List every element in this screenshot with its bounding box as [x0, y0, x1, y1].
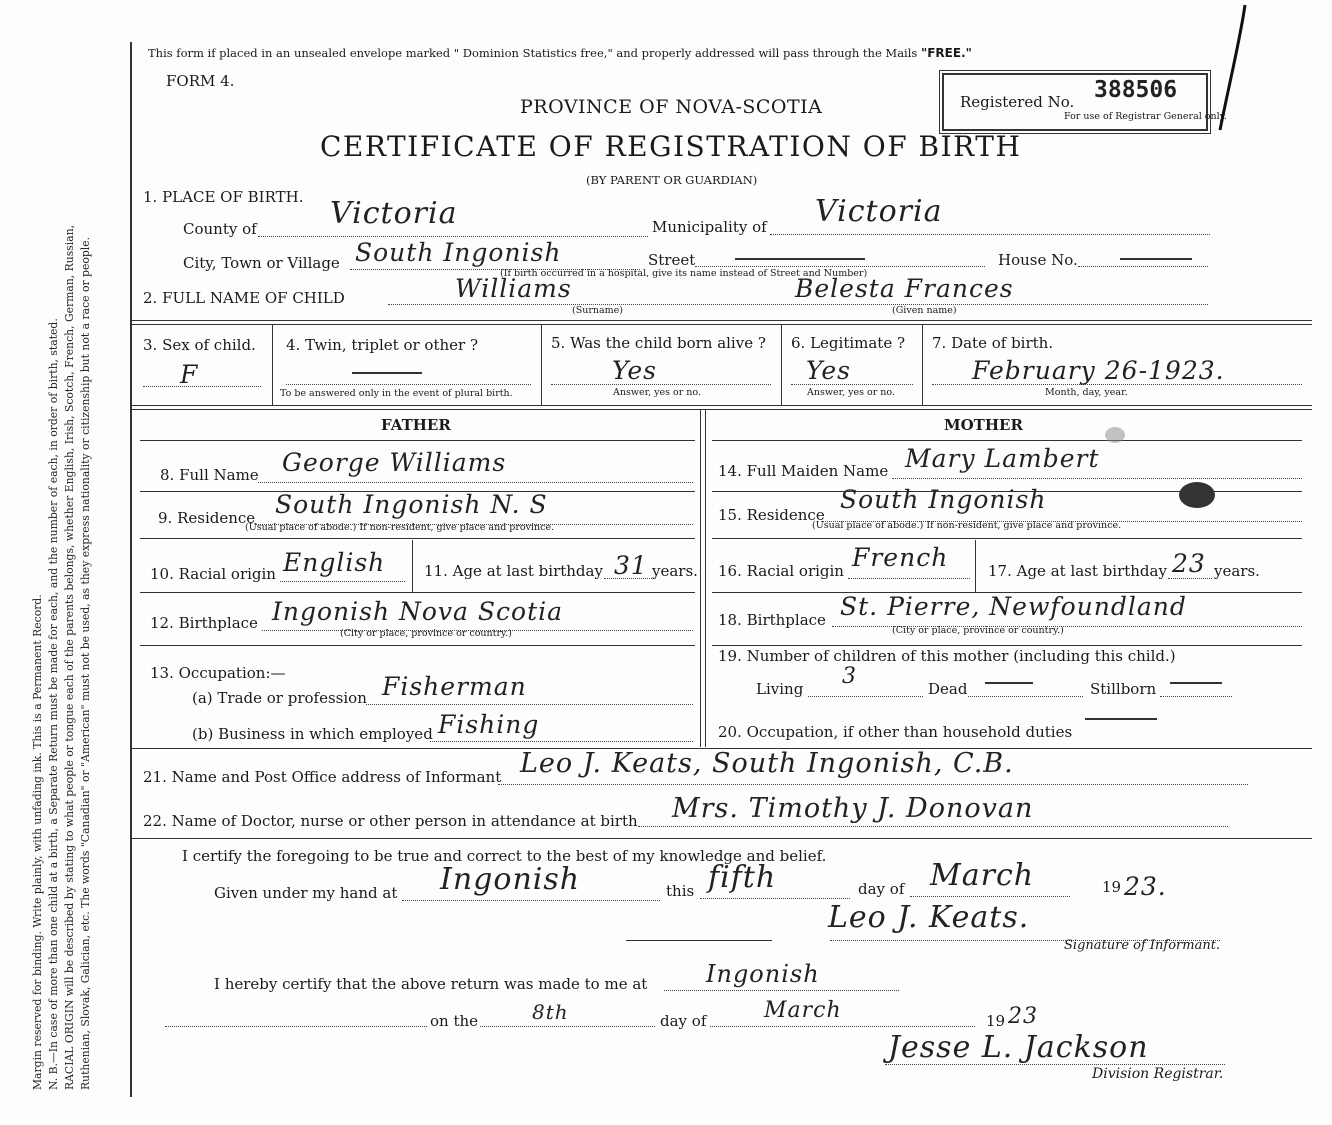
mother-age: 23 — [1172, 549, 1206, 578]
father-age-years: years. — [652, 562, 698, 580]
ink-blot — [1100, 420, 1130, 450]
mother-birthplace-label: 18. Birthplace — [718, 611, 826, 629]
form-number: FORM 4. — [166, 72, 235, 90]
mother-residence-label: 15. Residence — [718, 506, 825, 524]
legitimate-label: 6. Legitimate ? — [791, 334, 906, 352]
father-race: English — [283, 548, 386, 577]
subtitle: (BY PARENT OR GUARDIAN) — [586, 173, 758, 187]
registrar-place: Ingonish — [706, 960, 820, 988]
mother-birthplace: St. Pierre, Newfoundland — [840, 592, 1187, 621]
doctor-value: Mrs. Timothy J. Donovan — [672, 793, 1034, 824]
father-race-label: 10. Racial origin — [150, 565, 276, 583]
stillborn-label: Stillborn — [1090, 680, 1157, 698]
signature-caption: Signature of Informant. — [1064, 938, 1221, 953]
municipality-value: Victoria — [815, 194, 943, 229]
father-birthplace-caption: (City or place, province or country.) — [340, 628, 512, 639]
registered-note: For use of Registrar General only. — [1064, 111, 1227, 122]
registrar-year: 23 — [1008, 1004, 1038, 1029]
form-left-border — [130, 42, 132, 1097]
doctor-label: 22. Name of Doctor, nurse or other person in attendance at birth — [143, 812, 638, 830]
business-label: (b) Business in which employed — [192, 725, 433, 743]
pen-stroke — [1200, 0, 1260, 140]
alive-value: Yes — [612, 356, 657, 385]
city-value: South Ingonish — [355, 238, 562, 267]
municipality-label: Municipality of — [652, 218, 767, 236]
on-the-label: on the — [430, 1012, 479, 1030]
mother-name: Mary Lambert — [905, 444, 1100, 473]
twin-label: 4. Twin, triplet or other ? — [286, 336, 478, 354]
registrar-signature: Jesse L. Jackson — [888, 1030, 1149, 1065]
province-title: PROVINCE OF NOVA-SCOTIA — [520, 96, 823, 118]
mother-occupation-label: 20. Occupation, if other than household duties — [718, 723, 1073, 741]
certify-place: Ingonish — [440, 862, 581, 897]
business-value: Fishing — [438, 710, 540, 739]
sex-value: F — [180, 360, 199, 389]
legitimate-value: Yes — [806, 356, 851, 385]
child-given-name: Belesta Frances — [795, 274, 1014, 303]
dob-caption: Month, day, year. — [1045, 387, 1128, 398]
father-name: George Williams — [282, 448, 507, 477]
alive-caption: Answer, yes or no. — [613, 387, 702, 398]
registrar-month: March — [764, 998, 842, 1023]
child-surname: Williams — [455, 274, 572, 303]
hospital-note: (If birth occurred in a hospital, give its name instead of Street and Number) — [500, 268, 868, 279]
given-under-label: Given under my hand at — [214, 884, 398, 902]
mother-residence: South Ingonish — [840, 485, 1047, 514]
page-title: CERTIFICATE OF REGISTRATION OF BIRTH — [320, 130, 1022, 163]
father-age: 31 — [614, 551, 648, 580]
certify-day: fifth — [708, 860, 777, 895]
registered-number: 388506 — [1094, 77, 1178, 103]
sex-label: 3. Sex of child. — [143, 336, 256, 354]
dead-label: Dead — [928, 680, 968, 698]
dob-label: 7. Date of birth. — [932, 334, 1054, 352]
side-notes — [30, 30, 94, 1090]
living-label: Living — [756, 680, 804, 698]
legitimate-caption: Answer, yes or no. — [807, 387, 896, 398]
certify-year-prefix: 19 — [1102, 878, 1122, 896]
father-residence-label: 9. Residence — [158, 509, 256, 527]
father-birthplace: Ingonish Nova Scotia — [272, 597, 564, 626]
side-note-line: N. B.—In case of more than one child at a birth, a Separate Return must be made for each, and the number of each, in order of birth, stated. — [47, 318, 60, 1090]
children-count-label: 19. Number of children of this mother (including this child.) — [718, 647, 1176, 665]
registered-label: Registered No. — [960, 93, 1075, 111]
informant-signature: Leo J. Keats. — [828, 900, 1030, 935]
ink-blot — [1175, 475, 1220, 515]
mother-race-label: 16. Racial origin — [718, 562, 844, 580]
father-heading: FATHER — [381, 416, 451, 434]
living-value: 3 — [842, 664, 857, 689]
alive-label: 5. Was the child born alive ? — [551, 334, 766, 352]
surname-caption: (Surname) — [572, 305, 623, 316]
registrar-day-of-label: day of — [660, 1012, 707, 1030]
father-age-label: 11. Age at last birthday — [424, 562, 603, 580]
mother-age-label: 17. Age at last birthday — [988, 562, 1167, 580]
dob-value: February 26-1923. — [972, 356, 1225, 385]
day-of-label: day of — [858, 880, 905, 898]
city-label: City, Town or Village — [183, 254, 340, 272]
mother-residence-caption: (Usual place of abode.) If non-resident, give place and province. — [812, 520, 1122, 531]
registrar-day: 8th — [532, 1000, 569, 1024]
place-of-birth-heading: 1. PLACE OF BIRTH. — [143, 188, 304, 206]
county-label: County of — [183, 220, 257, 238]
mother-age-years: years. — [1214, 562, 1260, 580]
this-label: this — [666, 882, 695, 900]
mother-race: French — [852, 543, 949, 572]
house-label: House No. — [998, 251, 1078, 269]
certify-year: 23. — [1124, 872, 1167, 901]
registrar-statement: I hereby certify that the above return was made to me at — [214, 975, 648, 993]
given-caption: (Given name) — [892, 305, 957, 316]
informant-value: Leo J. Keats, South Ingonish, C.B. — [520, 748, 1014, 779]
child-name-label: 2. FULL NAME OF CHILD — [143, 289, 345, 307]
registered-box — [942, 73, 1227, 131]
certify-statement: I certify the foregoing to be true and correct to the best of my knowledge and belief. — [182, 847, 827, 865]
trade-value: Fisherman — [382, 672, 527, 701]
certify-month: March — [930, 858, 1035, 893]
mother-heading: MOTHER — [944, 416, 1023, 434]
father-name-label: 8. Full Name — [160, 466, 259, 484]
registrar-year-prefix: 19 — [986, 1012, 1006, 1030]
side-note-line: Ruthenian, Slovak, Galician, etc. The words "Canadian" or "American" must not be used, as they express nationality or citizenship but not a race or people. — [79, 236, 92, 1090]
side-note-line: Margin reserved for binding. Write plainly, with unfading ink. This is a Permanent Record. — [31, 594, 44, 1090]
father-birthplace-label: 12. Birthplace — [150, 614, 258, 632]
twin-note: To be answered only in the event of plural birth. — [280, 388, 513, 399]
father-residence: South Ingonish N. S — [275, 490, 548, 519]
trade-label: (a) Trade or profession — [192, 689, 367, 707]
county-value: Victoria — [330, 196, 458, 231]
occupation-label: 13. Occupation:— — [150, 664, 286, 682]
mother-birthplace-caption: (City or place, province or country.) — [892, 625, 1064, 636]
father-residence-caption: (Usual place of abode.) If non-resident, give place and province. — [245, 522, 555, 533]
informant-label: 21. Name and Post Office address of Informant — [143, 768, 502, 786]
mail-notice: This form if placed in an unsealed envelope marked " Dominion Statistics free," and properly addressed will pass through the Mails "FREE." — [148, 46, 972, 60]
side-note-line: RACIAL ORIGIN will be described by stating to what people or tongue each of the parents belongs, whether English, Irish, Scotch, French, German, Russian, — [63, 224, 76, 1090]
street-label: Street — [648, 251, 696, 269]
mother-name-label: 14. Full Maiden Name — [718, 462, 889, 480]
registrar-caption: Division Registrar. — [1092, 1066, 1224, 1082]
